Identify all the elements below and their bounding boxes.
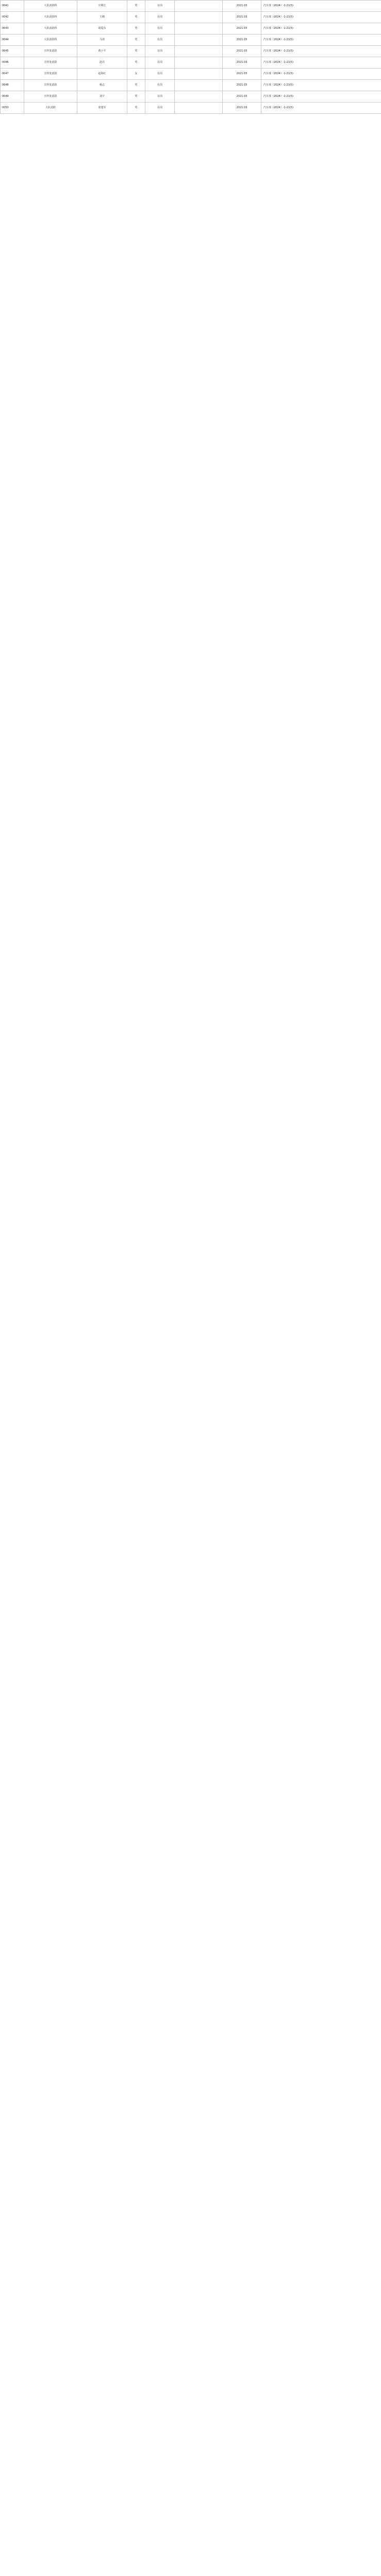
cell-gender: 男 bbox=[127, 12, 145, 23]
cell-extra bbox=[175, 57, 223, 69]
cell-status: 在岗 bbox=[145, 80, 175, 91]
cell-person-name: 王刚 bbox=[77, 12, 127, 23]
cell-date: 2021.03 bbox=[223, 69, 261, 80]
cell-gender: 男 bbox=[127, 57, 145, 69]
cell-row-id: 0042 bbox=[1, 12, 24, 23]
cell-extra bbox=[175, 35, 223, 46]
cell-extra bbox=[175, 103, 223, 114]
cell-department: 宣传处消防 bbox=[24, 80, 77, 91]
table-row bbox=[1, 35, 381, 46]
cell-extra bbox=[175, 69, 223, 80]
cell-department: 宣传处消防 bbox=[24, 46, 77, 57]
cell-row-id: 0050 bbox=[1, 103, 24, 114]
cell-date: 2021.03 bbox=[223, 46, 261, 57]
cell-row-id: 0041 bbox=[1, 1, 24, 12]
cell-person-name: 杨志 bbox=[77, 80, 127, 91]
cell-note: 汽车部（2024）-1-21(5) bbox=[261, 1, 381, 12]
cell-note: 汽车部（2024）-1-21(5) bbox=[261, 80, 381, 91]
personnel-table-body bbox=[1, 1, 381, 114]
cell-person-name: 赵海红 bbox=[77, 69, 127, 80]
cell-department: 宣传处消防 bbox=[24, 57, 77, 69]
cell-note: 汽车部（2024）-1-21(5) bbox=[261, 35, 381, 46]
cell-status: 在岗 bbox=[145, 1, 175, 12]
cell-row-id: 0045 bbox=[1, 46, 24, 57]
cell-status: 在岗 bbox=[145, 12, 175, 23]
cell-department: 大队消防科 bbox=[24, 35, 77, 46]
cell-status: 在岗 bbox=[145, 69, 175, 80]
cell-date: 2021.03 bbox=[223, 35, 261, 46]
cell-status: 在岗 bbox=[145, 46, 175, 57]
cell-department: 宣传处消防 bbox=[24, 91, 77, 103]
cell-note: 汽车部（2024）-1-21(5) bbox=[261, 103, 381, 114]
cell-department: 宣传处消防 bbox=[24, 69, 77, 80]
cell-note: 汽车部（2024）-1-21(5) bbox=[261, 91, 381, 103]
personnel-table bbox=[0, 0, 381, 114]
cell-gender: 男 bbox=[127, 103, 145, 114]
cell-extra bbox=[175, 1, 223, 12]
cell-date: 2021.03 bbox=[223, 12, 261, 23]
cell-status: 在岗 bbox=[145, 57, 175, 69]
cell-note: 汽车部（2024）-1-21(5) bbox=[261, 69, 381, 80]
cell-gender: 男 bbox=[127, 91, 145, 103]
cell-person-name: 马清 bbox=[77, 35, 127, 46]
cell-department: 大队消防科 bbox=[24, 12, 77, 23]
cell-row-id: 0047 bbox=[1, 69, 24, 80]
cell-person-name: 甘利江 bbox=[77, 1, 127, 12]
cell-row-id: 0048 bbox=[1, 80, 24, 91]
cell-note: 汽车部（2024）-1-21(5) bbox=[261, 23, 381, 35]
cell-person-name: 胡爱东 bbox=[77, 23, 127, 35]
cell-gender: 男 bbox=[127, 80, 145, 91]
cell-status: 在岗 bbox=[145, 23, 175, 35]
cell-status: 在岗 bbox=[145, 35, 175, 46]
cell-department: 大队消防 bbox=[24, 103, 77, 114]
table-row bbox=[1, 103, 381, 114]
cell-date: 2021.03 bbox=[223, 1, 261, 12]
cell-date: 2021.03 bbox=[223, 103, 261, 114]
cell-note: 汽车部（2024）-1-21(5) bbox=[261, 12, 381, 23]
cell-status: 在岗 bbox=[145, 91, 175, 103]
cell-gender: 男 bbox=[127, 23, 145, 35]
cell-extra bbox=[175, 46, 223, 57]
cell-department: 大队消防科 bbox=[24, 1, 77, 12]
cell-note: 汽车部（2024）-1-21(5) bbox=[261, 57, 381, 69]
cell-row-id: 0044 bbox=[1, 35, 24, 46]
cell-extra bbox=[175, 23, 223, 35]
cell-person-name: 张建军 bbox=[77, 103, 127, 114]
cell-note: 汽车部（2024）-1-21(5) bbox=[261, 46, 381, 57]
cell-row-id: 0043 bbox=[1, 23, 24, 35]
table-row bbox=[1, 46, 381, 57]
cell-person-name: 赵亮 bbox=[77, 57, 127, 69]
table-row bbox=[1, 1, 381, 12]
cell-row-id: 0049 bbox=[1, 91, 24, 103]
cell-date: 2021.03 bbox=[223, 57, 261, 69]
table-row bbox=[1, 80, 381, 91]
cell-date: 2021.03 bbox=[223, 23, 261, 35]
cell-gender: 男 bbox=[127, 1, 145, 12]
table-row bbox=[1, 91, 381, 103]
table-row bbox=[1, 23, 381, 35]
cell-date: 2021.03 bbox=[223, 91, 261, 103]
table-row bbox=[1, 57, 381, 69]
cell-person-name: 黄小平 bbox=[77, 46, 127, 57]
cell-gender: 男 bbox=[127, 46, 145, 57]
cell-extra bbox=[175, 91, 223, 103]
cell-status: 在岗 bbox=[145, 103, 175, 114]
cell-extra bbox=[175, 12, 223, 23]
cell-person-name: 刘宇 bbox=[77, 91, 127, 103]
cell-gender: 女 bbox=[127, 69, 145, 80]
cell-date: 2021.03 bbox=[223, 80, 261, 91]
cell-row-id: 0046 bbox=[1, 57, 24, 69]
cell-extra bbox=[175, 80, 223, 91]
table-row bbox=[1, 12, 381, 23]
cell-gender: 男 bbox=[127, 35, 145, 46]
table-row bbox=[1, 69, 381, 80]
cell-department: 大队消防科 bbox=[24, 23, 77, 35]
